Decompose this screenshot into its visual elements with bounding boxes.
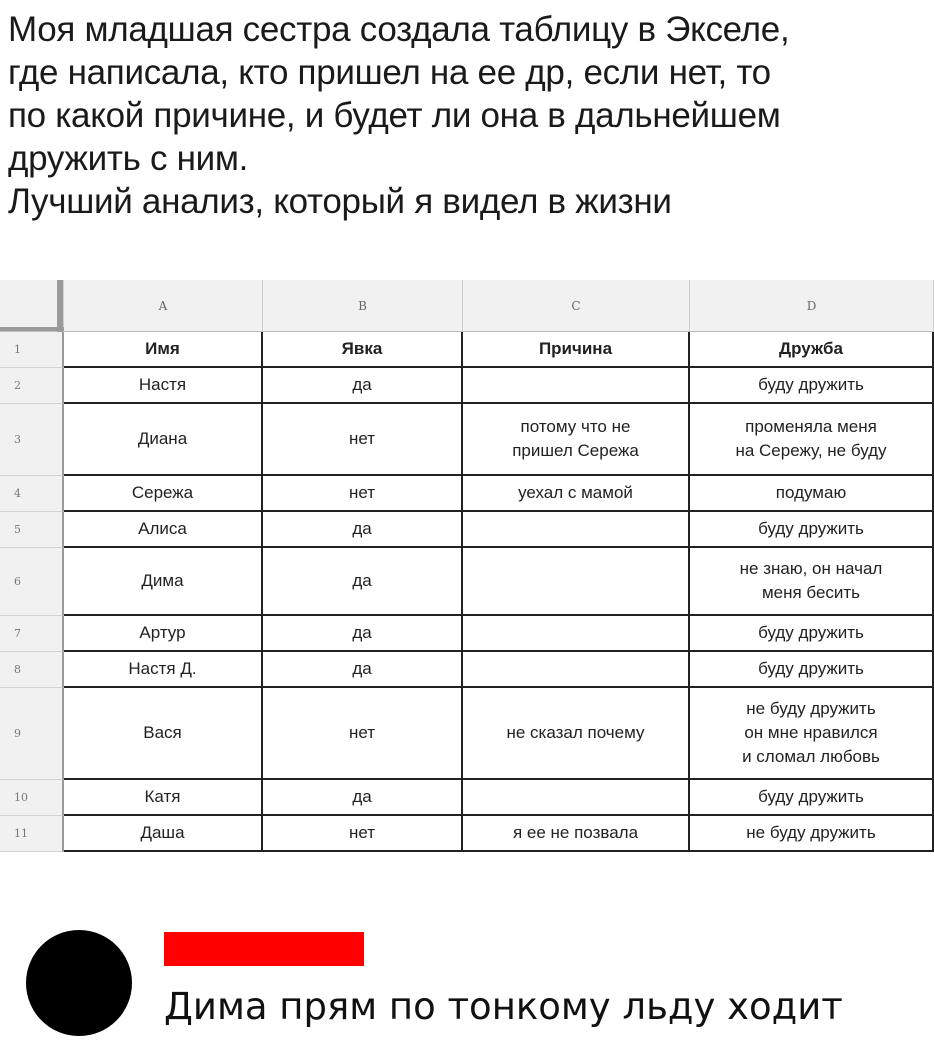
cell-line: Даша — [140, 823, 185, 842]
cell-line: да — [352, 571, 372, 590]
cell-line: Сережа — [131, 483, 194, 502]
cell-friend-text — [740, 557, 883, 605]
cell-attend[interactable] — [263, 616, 463, 652]
column-header-c[interactable]: C — [463, 280, 690, 332]
cell-friend-text — [758, 621, 864, 645]
cell-friend-text — [735, 415, 886, 463]
cell-friend-text — [742, 697, 880, 769]
cell-line: буду дружить — [758, 659, 864, 678]
row-number[interactable]: 11 — [0, 816, 64, 852]
table-row — [0, 652, 934, 688]
header-cell-friend[interactable] — [690, 332, 934, 368]
cell-name[interactable] — [64, 688, 263, 780]
frozen-row-bar[interactable] — [0, 327, 64, 331]
row-number[interactable]: 7 — [0, 616, 64, 652]
cell-line: я ее не позвала — [512, 823, 639, 842]
cell-line: да — [352, 659, 372, 678]
table-row — [0, 616, 934, 652]
cell-attend[interactable] — [263, 780, 463, 816]
frozen-column-bar[interactable] — [57, 280, 63, 332]
row-number[interactable]: 1 — [0, 332, 64, 368]
avatar-circle-icon — [26, 930, 132, 1036]
row-number[interactable]: 9 — [0, 688, 64, 780]
header-cell-name-text — [145, 337, 180, 361]
cell-line: Вася — [143, 723, 182, 742]
cell-line: Катя — [144, 787, 181, 806]
cell-attend-text — [352, 373, 371, 397]
cell-name[interactable] — [64, 512, 263, 548]
cell-friend-text — [758, 657, 864, 681]
cell-line: не буду дружить — [746, 823, 876, 842]
cell-line: Артур — [139, 623, 186, 642]
cell-attend-text — [352, 785, 371, 809]
cell-line: Алиса — [138, 519, 187, 538]
cell-attend-text — [349, 821, 375, 845]
cell-attend[interactable] — [263, 476, 463, 512]
cell-name-text — [138, 517, 187, 541]
username-bar — [164, 932, 364, 966]
cell-friend[interactable] — [690, 688, 934, 780]
cell-line: подумаю — [775, 483, 847, 502]
cell-attend-text — [349, 427, 375, 451]
table-row — [0, 368, 934, 404]
caption-line: по какой причине, и будет ли она в дальнейшем — [8, 96, 781, 135]
cell-line: да — [352, 519, 372, 538]
cell-reason[interactable] — [463, 404, 690, 476]
cell-name-text — [128, 657, 196, 681]
row-number[interactable]: 6 — [0, 548, 64, 616]
cell-line: и сломал любовь — [742, 747, 880, 766]
cell-name[interactable] — [64, 816, 263, 852]
cell-line: не буду дружить — [746, 699, 876, 718]
caption-line: Лучший анализ, который я видел в жизни — [8, 182, 672, 221]
cell-line: не знаю, он начал — [739, 559, 883, 578]
cell-attend-text — [352, 657, 371, 681]
cell-line: Причина — [538, 339, 613, 358]
header-cell-attend-text — [342, 337, 383, 361]
cell-line: на Сережу, не буду — [735, 441, 887, 460]
cell-friend-text — [758, 785, 864, 809]
cell-line: нет — [348, 823, 376, 842]
row-number[interactable]: 2 — [0, 368, 64, 404]
table-row — [0, 780, 934, 816]
cell-attend-text — [352, 517, 371, 541]
table-row — [0, 688, 934, 780]
cell-friend[interactable] — [690, 780, 934, 816]
cell-name-text — [139, 621, 185, 645]
cell-line: Дима — [141, 571, 184, 590]
cell-attend[interactable] — [263, 652, 463, 688]
cell-friend[interactable] — [690, 548, 934, 616]
header-cell-reason[interactable] — [463, 332, 690, 368]
cell-reason[interactable] — [463, 616, 690, 652]
cell-attend[interactable] — [263, 816, 463, 852]
cell-line: Настя Д. — [128, 659, 197, 678]
cell-friend-text — [758, 517, 864, 541]
cell-reason-text — [513, 821, 638, 845]
select-all-corner[interactable] — [0, 280, 64, 332]
cell-reason[interactable] — [463, 780, 690, 816]
cell-name-text — [132, 481, 193, 505]
cell-friend[interactable] — [690, 368, 934, 404]
comment-text: Дима прям по тонкому льду ходит — [164, 985, 843, 1028]
caption-line: дружить с ним. — [8, 139, 249, 178]
cell-friend[interactable] — [690, 816, 934, 852]
cell-reason[interactable] — [463, 816, 690, 852]
table-row — [0, 476, 934, 512]
cell-attend-text — [352, 569, 371, 593]
cell-line: променяла меня — [745, 417, 877, 436]
cell-line: да — [352, 623, 372, 642]
cell-line: Дружба — [779, 339, 843, 358]
header-cell-reason-text — [539, 337, 612, 361]
cell-friend-text — [776, 481, 846, 505]
cell-line: буду дружить — [758, 787, 864, 806]
cell-line: нет — [348, 429, 376, 448]
cell-reason[interactable] — [463, 368, 690, 404]
cell-line: да — [352, 787, 372, 806]
spreadsheet — [0, 280, 934, 905]
cell-line: уехал с мамой — [518, 483, 633, 502]
cell-line: Диана — [137, 429, 188, 448]
cell-name-text — [141, 569, 183, 593]
caption-line: Моя младшая сестра создала таблицу в Экселе, — [8, 10, 790, 49]
cell-name[interactable] — [64, 404, 263, 476]
column-header-d[interactable]: D — [690, 280, 934, 332]
cell-line: буду дружить — [758, 623, 864, 642]
cell-line: потому что не — [520, 417, 631, 436]
cell-reason[interactable] — [463, 688, 690, 780]
column-header-a[interactable]: A — [64, 280, 263, 332]
cell-name[interactable] — [64, 652, 263, 688]
caption-line: где написала, кто пришел на ее др, если нет, то — [8, 53, 771, 92]
cell-line: нет — [348, 483, 376, 502]
cell-name-text — [140, 821, 184, 845]
cell-line: буду дружить — [758, 375, 864, 394]
cell-attend-text — [349, 481, 375, 505]
cell-name-text — [145, 785, 181, 809]
cell-name[interactable] — [64, 616, 263, 652]
cell-name[interactable] — [64, 368, 263, 404]
cell-line: пришел Сережа — [512, 441, 639, 460]
cell-line: буду дружить — [758, 519, 864, 538]
cell-line: Имя — [145, 339, 180, 358]
cell-line: Настя — [138, 375, 187, 394]
cell-reason-text — [518, 481, 633, 505]
cell-name[interactable] — [64, 476, 263, 512]
cell-friend[interactable] — [690, 652, 934, 688]
cell-line: Явка — [341, 339, 383, 358]
cell-attend[interactable] — [263, 368, 463, 404]
cell-name[interactable] — [64, 780, 263, 816]
header-cell-name[interactable] — [64, 332, 263, 368]
cell-reason[interactable] — [463, 548, 690, 616]
cell-attend[interactable] — [263, 688, 463, 780]
cell-reason[interactable] — [463, 476, 690, 512]
row-number[interactable]: 3 — [0, 404, 64, 476]
cell-friend-text — [758, 373, 864, 397]
cell-line: он мне нравился — [744, 723, 878, 742]
header-cell-attend[interactable] — [263, 332, 463, 368]
header-cell-friend-text — [779, 337, 843, 361]
cell-attend-text — [349, 721, 375, 745]
cell-reason[interactable] — [463, 512, 690, 548]
caption — [8, 8, 926, 223]
cell-reason[interactable] — [463, 652, 690, 688]
cell-reason-text — [506, 721, 644, 745]
cell-line: не сказал почему — [506, 723, 645, 742]
cell-friend[interactable] — [690, 616, 934, 652]
cell-line: да — [352, 375, 372, 394]
cell-line: меня бесить — [761, 583, 861, 602]
column-header-b[interactable]: B — [263, 280, 463, 332]
table-row — [0, 816, 934, 852]
header-row — [0, 332, 934, 368]
table-row — [0, 548, 934, 616]
row-number[interactable]: 5 — [0, 512, 64, 548]
cell-attend-text — [352, 621, 371, 645]
row-number[interactable]: 4 — [0, 476, 64, 512]
row-number[interactable]: 10 — [0, 780, 64, 816]
cell-reason-text — [512, 415, 639, 463]
row-number[interactable]: 8 — [0, 652, 64, 688]
cell-friend-text — [746, 821, 875, 845]
cell-attend[interactable] — [263, 404, 463, 476]
cell-attend[interactable] — [263, 548, 463, 616]
cell-name-text — [138, 427, 187, 451]
table-row — [0, 404, 934, 476]
cell-name[interactable] — [64, 548, 263, 616]
cell-friend[interactable] — [690, 476, 934, 512]
cell-line: нет — [348, 723, 376, 742]
cell-friend[interactable] — [690, 512, 934, 548]
cell-name-text — [139, 373, 186, 397]
cell-attend[interactable] — [263, 512, 463, 548]
cell-friend[interactable] — [690, 404, 934, 476]
table-row — [0, 512, 934, 548]
cell-name-text — [143, 721, 182, 745]
